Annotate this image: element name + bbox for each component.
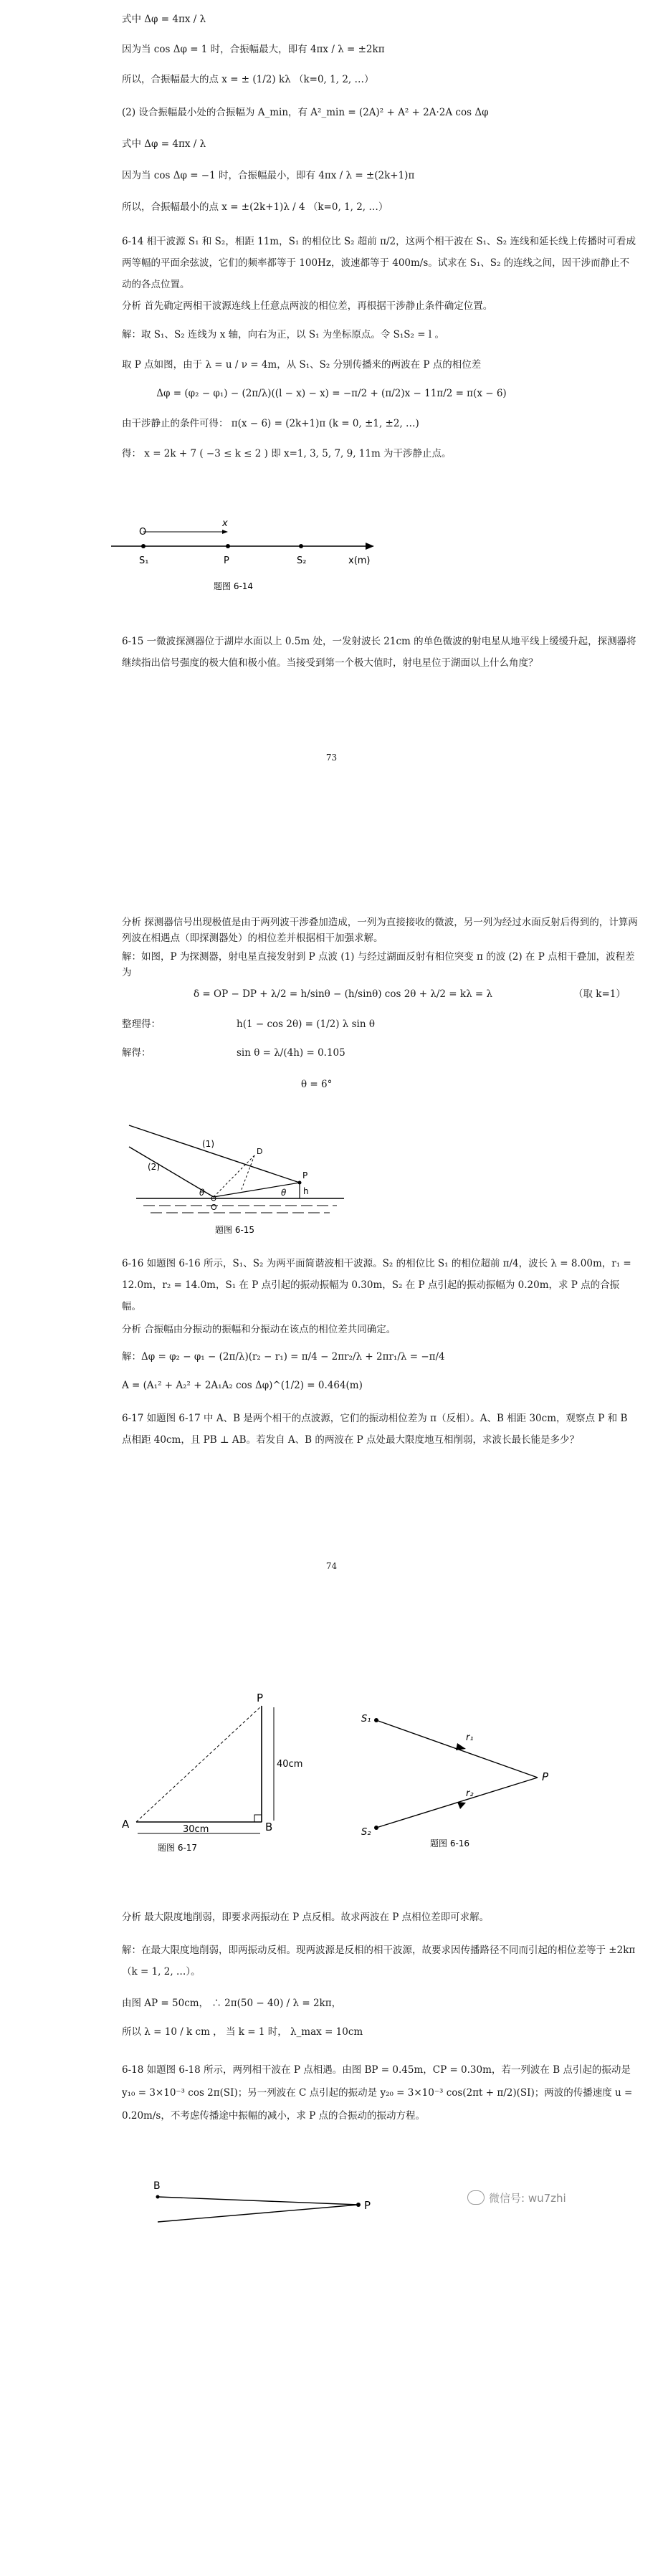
figure-caption: 题图 6-17: [158, 1843, 198, 1853]
page-number: 74: [325, 1561, 338, 1571]
label-a: A: [122, 1818, 130, 1831]
reflected-ray: [214, 1183, 300, 1197]
equation: sin θ = λ/(4h) = 0.105: [237, 1047, 345, 1059]
text-line: 所以，合振幅最大的点 x = ± (1/2) kλ （k=0, 1, 2, …）: [122, 74, 374, 85]
text-line: 因为当 cos Δφ = −1 时，合振幅最小，即有 4πx / λ = ±(2k+1)π: [122, 170, 415, 181]
solution-line: 解：在最大限度地削弱，即两振动反相。现两波源是反相的相干波源，故要求因传播路径不同而引起的相位差等于 ±2kπ（k = 1, 2, …）。: [122, 1945, 636, 1978]
label-b: B: [153, 2180, 161, 2192]
label-s2: S₂: [297, 555, 307, 566]
problem-6-14: 6-14 相干波源 S₁ 和 S₂，相距 11m，S₁ 的相位比 S₂ 超前 π/2，这两个相干波在 S₁、S₂ 连线和延长线上传播时可看成两等幅的平面余弦波，它们的频率都等于 100Hz，波速都等于 400m/s。试求在 S₁、S₂ 的连线之间，因干涉而静止不动的各点位置。: [122, 236, 636, 290]
label-d: D: [257, 1147, 263, 1156]
analysis-6-17: 分析 最大限度地削弱，即要求两振动在 P 点反相。故求两波在 P 点相位差即可求解。: [122, 1912, 490, 1923]
solution-line: 解：取 S₁、S₂ 连线为 x 轴，向右为正，以 S₁ 为坐标原点。令 S₁S₂ = l 。: [122, 329, 444, 340]
equation: δ = OP − DP + λ/2 = h/sinθ − (h/sinθ) cos 2θ + λ/2 = kλ = λ: [194, 988, 493, 1000]
label-p: P: [302, 1170, 308, 1180]
point-p-dot: [356, 2203, 361, 2207]
watermark-text: 微信号: wu7zhi: [489, 2191, 566, 2205]
dashed-d: [241, 1155, 254, 1191]
analysis-6-15: 分析 探测器信号出现极值是由于两列波干涉叠加造成，一列为直接接收的微波，另一列为经过水面反射后得到的，计算两列波在相遇点（即探测器处）的相位差并根据相干加强求解。: [122, 917, 638, 944]
analysis-6-14: 分析 首先确定两相干波源连线上任意点两波的相位差，再根据干涉静止条件确定位置。: [122, 300, 493, 312]
source-s1-dot: [141, 544, 146, 548]
ray-1-label: (1): [202, 1139, 214, 1149]
ray-1: [129, 1125, 300, 1183]
ray-bp: [158, 2197, 358, 2205]
equation-label: 整理得：: [122, 1019, 161, 1030]
solution-line: 由图 AP = 50cm， ∴ 2π(50 − 40) / λ = 2kπ，: [122, 1998, 342, 2009]
label-p: P: [257, 1692, 264, 1704]
figure-caption: 题图 6-14: [214, 581, 254, 591]
solution-line: 由干涉静止的条件可得： π(x − 6) = (2k+1)π (k = 0, ±1, ±2, …): [122, 418, 419, 429]
solution-6-15: 解：如图，P 为探测器，射电星直接发射到 P 点波 (1) 与经过湖面反射有相位突变 π 的波 (2) 在 P 点相干叠加，波程差为: [122, 951, 635, 978]
line-ap: [136, 1706, 262, 1822]
text-line: 式中 Δφ = 4πx / λ: [122, 14, 206, 25]
ray-cp: [158, 2205, 358, 2222]
problem-6-17: 6-17 如题图 6-17 中 A、B 是两个相干的点波源，它们的振动相位差为 π（反相）。A、B 相距 30cm，观察点 P 和 B 点相距 40cm，且 PB ⊥ AB。若发自 A、B 的两波在 P 点处最大限度地互相削弱，求波长最长能是多少？: [122, 1413, 628, 1446]
label-s2: S₂: [361, 1827, 371, 1838]
detector-p-dot: [298, 1181, 302, 1185]
figure-6-18: [122, 2172, 394, 2229]
arrow-head-icon: [456, 1743, 466, 1750]
label-s1: S₁: [139, 555, 149, 566]
label-p: P: [542, 1770, 549, 1783]
label-r2: r₂: [466, 1788, 474, 1799]
source-s2-dot: [374, 1826, 378, 1830]
equation: h(1 − cos 2θ) = (1/2) λ sin θ: [237, 1019, 375, 1030]
text-line: (2) 设合振幅最小处的合振幅为 A_min，有 A²_min = (2A)² + A² + 2A·2A cos Δφ: [122, 107, 489, 118]
equation-label: 解得：: [122, 1047, 151, 1059]
label-h: h: [303, 1186, 309, 1196]
point-p-dot: [226, 544, 230, 548]
dashed-normal: [214, 1155, 254, 1197]
label-theta: θ: [281, 1188, 287, 1198]
label-p: P: [364, 2199, 371, 2212]
analysis-6-16: 分析 合振幅由分振动的振幅和分振动在该点的相位差共同确定。: [122, 1324, 396, 1335]
ray-r2: [376, 1778, 538, 1828]
label-s1: S₁: [361, 1714, 371, 1725]
solution-line: 取 P 点如图，由于 λ = u / ν = 4m，从 S₁、S₂ 分别传播来的两波在 P 点的相位差: [122, 359, 482, 371]
figure-6-15: [122, 1118, 358, 1240]
label-origin: O: [139, 527, 147, 538]
point-b-dot: [156, 2195, 160, 2199]
watermark: [467, 2186, 647, 2209]
problem-6-16: 6-16 如题图 6-16 所示，S₁、S₂ 为两平面简谐波相干波源。S₂ 的相位比 S₁ 的相位超前 π/4，波长 λ = 8.00m，r₁ = 12.0m，r₂ = 14.0m，S₁ 在 P 点引起的振动振幅为 0.30m，S₂ 在 P 点引起的振动振幅为 0.20m，求 P 点的合振幅。: [122, 1258, 631, 1312]
label-r1: r₁: [466, 1732, 474, 1743]
text-line: 因为当 cos Δφ = 1 时，合振幅最大，即有 4πx / λ = ±2kπ: [122, 44, 385, 55]
figure-6-17: [108, 1692, 323, 1856]
solution-line: 所以 λ = 10 / k cm ， 当 k = 1 时， λ_max = 10cm: [122, 2026, 363, 2038]
problem-6-18: 6-18 如题图 6-18 所示，两列相干波在 P 点相遇。由图 BP = 0.45m，CP = 0.30m，若一列波在 B 点引起的振动是 y₁₀ = 3×10⁻³ cos 2π(SI)；另一列波在 C 点引起的振动是 y₂₀ = 3×10⁻³ cos(2πt + π/2)(SI)；两波的传播速度 u = 0.20m/s，不考虑传播途中振幅的减小，求 P 点的合振动的振动方程。: [122, 2064, 633, 2122]
label-o: O: [211, 1203, 217, 1212]
text-line: 所以，合振幅最小的点 x = ±(2k+1)λ / 4 （k=0, 1, 2, …）: [122, 201, 388, 213]
right-angle-mark: [254, 1815, 262, 1822]
equation: Δφ = (φ₂ − φ₁) − (2π/λ)((l − x) − x) = −π/2 + (π/2)x − 11π/2 = π(x − 6): [156, 388, 507, 399]
problem-6-15: 6-15 一微波探测器位于湖岸水面以上 0.5m 处，一发射波长 21cm 的单色微波的射电星从地平线上缓缓升起，探测器将继续指出信号强度的极大值和极小值。当接受到第一个极大值时，射电星位于湖面以上什么角度？: [122, 636, 636, 669]
arrow-head-icon: [366, 543, 374, 550]
figure-caption: 题图 6-16: [430, 1838, 470, 1848]
ray-2-label: (2): [148, 1162, 160, 1172]
arrow-head-icon: [457, 1802, 466, 1809]
arrow-head-icon: [222, 530, 228, 534]
label-b: B: [265, 1821, 273, 1833]
label-x: x: [222, 518, 228, 529]
label-30cm: 30cm: [183, 1824, 209, 1835]
wechat-icon: [467, 2190, 485, 2205]
figure-6-16: [358, 1706, 595, 1849]
solution-line: 解：Δφ = φ₂ − φ₁ − (2π/λ)(r₂ − r₁) = π/4 − 2πr₂/λ + 2πr₁/λ = −π/4: [122, 1351, 445, 1363]
text-line: 式中 Δφ = 4πx / λ: [122, 138, 206, 150]
figure-caption: 题图 6-15: [215, 1225, 255, 1235]
source-s2-dot: [299, 544, 303, 548]
figure-6-14: [108, 495, 416, 602]
equation: θ = 6°: [301, 1079, 333, 1090]
label-p: P: [224, 555, 229, 566]
equation-note: （取 k=1）: [573, 988, 626, 1000]
label-40cm: 40cm: [277, 1759, 303, 1770]
solution-line: 得： x = 2k + 7 ( −3 ≤ k ≤ 2 ) 即 x=1, 3, 5, 7, 9, 11m 为干涉静止点。: [122, 448, 452, 459]
solution-line: A = (A₁² + A₂² + 2A₁A₂ cos Δφ)^(1/2) = 0.464(m): [122, 1380, 363, 1391]
label-theta: θ: [199, 1188, 205, 1198]
label-axis: x(m): [348, 555, 371, 566]
page-number: 73: [325, 753, 338, 763]
source-s1-dot: [374, 1718, 378, 1722]
